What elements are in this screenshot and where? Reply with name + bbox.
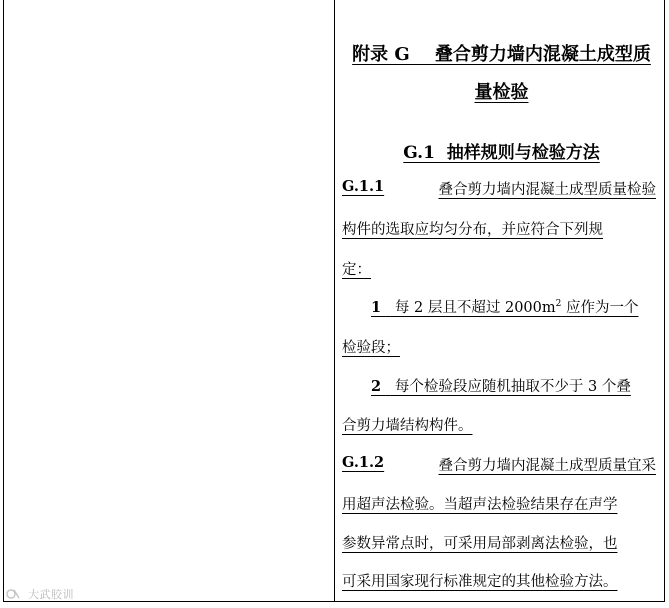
section-title: G.1 抽样规则与检验方法 <box>403 143 600 163</box>
clause-1-2-line-1 <box>342 454 656 475</box>
clause-1-1-text-1: 叠合剪力墙内混凝土成型质量检验 <box>438 182 656 198</box>
appendix-title-line-2: 量检验 <box>474 82 529 103</box>
clause-1-2-line-4: 可采用国家现行标准规定的其他检验方法。 <box>342 574 618 590</box>
clause-1-2-line-3: 参数异常点时，可采用局部剥离法检验，也 <box>342 536 618 552</box>
clause-1-1-line-1 <box>342 178 656 199</box>
item-1-text-a: 每 2 层且不超过 2000m <box>394 300 556 316</box>
item-2-line-1 <box>371 375 631 396</box>
watermark-logo-icon <box>6 588 20 600</box>
appendix-title-line-1: 附录 G 叠合剪力墙内混凝土成型质 <box>352 44 651 65</box>
right-column-content <box>335 0 664 601</box>
item-2-line-2: 合剪力墙结构构件。 <box>342 418 473 434</box>
clause-1-1-line-2: 构件的选取应均匀分布，并应符合下列规 <box>342 222 603 238</box>
item-2-number: 2 <box>371 378 382 395</box>
clause-1-2-line-2: 用超声法检验。当超声法检验结果存在声学 <box>342 497 618 513</box>
appendix-title <box>343 36 660 112</box>
item-1-number: 1 <box>371 299 382 316</box>
clause-1-1-number: G.1.1 <box>342 178 385 195</box>
item-1-line-2: 检验段； <box>342 340 400 356</box>
clause-1-2-number: G.1.2 <box>342 454 385 471</box>
item-1-text-b: 应作为一个 <box>561 300 639 316</box>
clause-1-2-text-1: 叠合剪力墙内混凝土成型质量宜采 <box>438 458 656 474</box>
item-1-line-1 <box>371 296 638 317</box>
item-2-text-1: 每个检验段应随机抽取不少于 3 个叠 <box>394 379 631 395</box>
left-column-empty <box>4 0 334 601</box>
watermark <box>6 586 74 602</box>
item-1-superscript: 2 <box>555 299 562 310</box>
clause-1-1-line-3: 定： <box>342 262 371 278</box>
watermark-text: 大武胶训 <box>28 588 74 601</box>
